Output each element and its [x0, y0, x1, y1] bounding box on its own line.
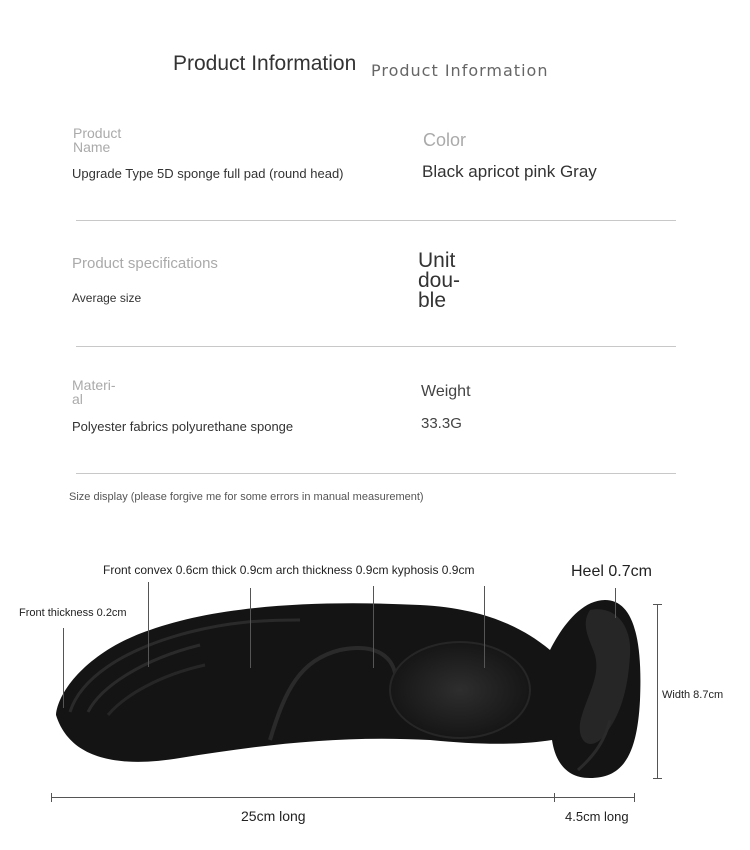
material-label-line1: Materi- — [72, 377, 116, 393]
specs-value: Average size — [72, 291, 142, 305]
length-dimension-line — [51, 797, 635, 798]
product-name-label-line1: Product — [73, 125, 122, 141]
top-measurements-label: Front convex 0.6cm thick 0.9cm arch thickness 0.9cm kyphosis 0.9cm — [103, 563, 475, 577]
material-label-line2: al — [72, 391, 83, 407]
length-heel-label: 4.5cm long — [565, 809, 629, 824]
unit-line3: ble — [418, 289, 447, 312]
width-dimension-line — [657, 604, 658, 779]
kyphosis-pad — [390, 642, 530, 738]
kyphosis-pointer — [484, 586, 485, 668]
weight-label: Weight — [421, 383, 471, 400]
heel-label: Heel 0.7cm — [571, 563, 652, 580]
unit-line2: dou- — [418, 269, 461, 292]
front-thickness-label: Front thickness 0.2cm — [19, 607, 127, 619]
front-convex-pointer — [148, 582, 149, 667]
width-dimension-tick-top — [653, 604, 662, 605]
front-thickness-pointer — [63, 628, 64, 708]
page-subtitle: Product Information — [371, 61, 549, 80]
width-dimension-tick-bottom — [653, 778, 662, 779]
weight-value: 33.3G — [421, 415, 462, 432]
thick-pointer — [250, 588, 251, 668]
length-tick-mid — [554, 793, 555, 802]
product-name-value: Upgrade Type 5D sponge full pad (round head) — [72, 166, 344, 181]
length-tick-start — [51, 793, 52, 802]
page-title: Product Information — [173, 52, 357, 75]
specs-label: Product specifications — [72, 255, 218, 272]
length-main-label: 25cm long — [241, 808, 306, 824]
color-label: Color — [423, 130, 467, 150]
product-name-label-line2: Name — [73, 139, 111, 155]
length-tick-end — [634, 793, 635, 802]
heel-pointer — [615, 588, 616, 618]
arch-pointer — [373, 586, 374, 668]
unit-line1: Unit — [418, 249, 456, 272]
width-label: Width 8.7cm — [662, 689, 724, 701]
material-value: Polyester fabrics polyurethane sponge — [72, 419, 294, 434]
color-value: Black apricot pink Gray — [422, 162, 597, 181]
size-caption: Size display (please forgive me for some errors in manual measurement) — [69, 491, 424, 503]
